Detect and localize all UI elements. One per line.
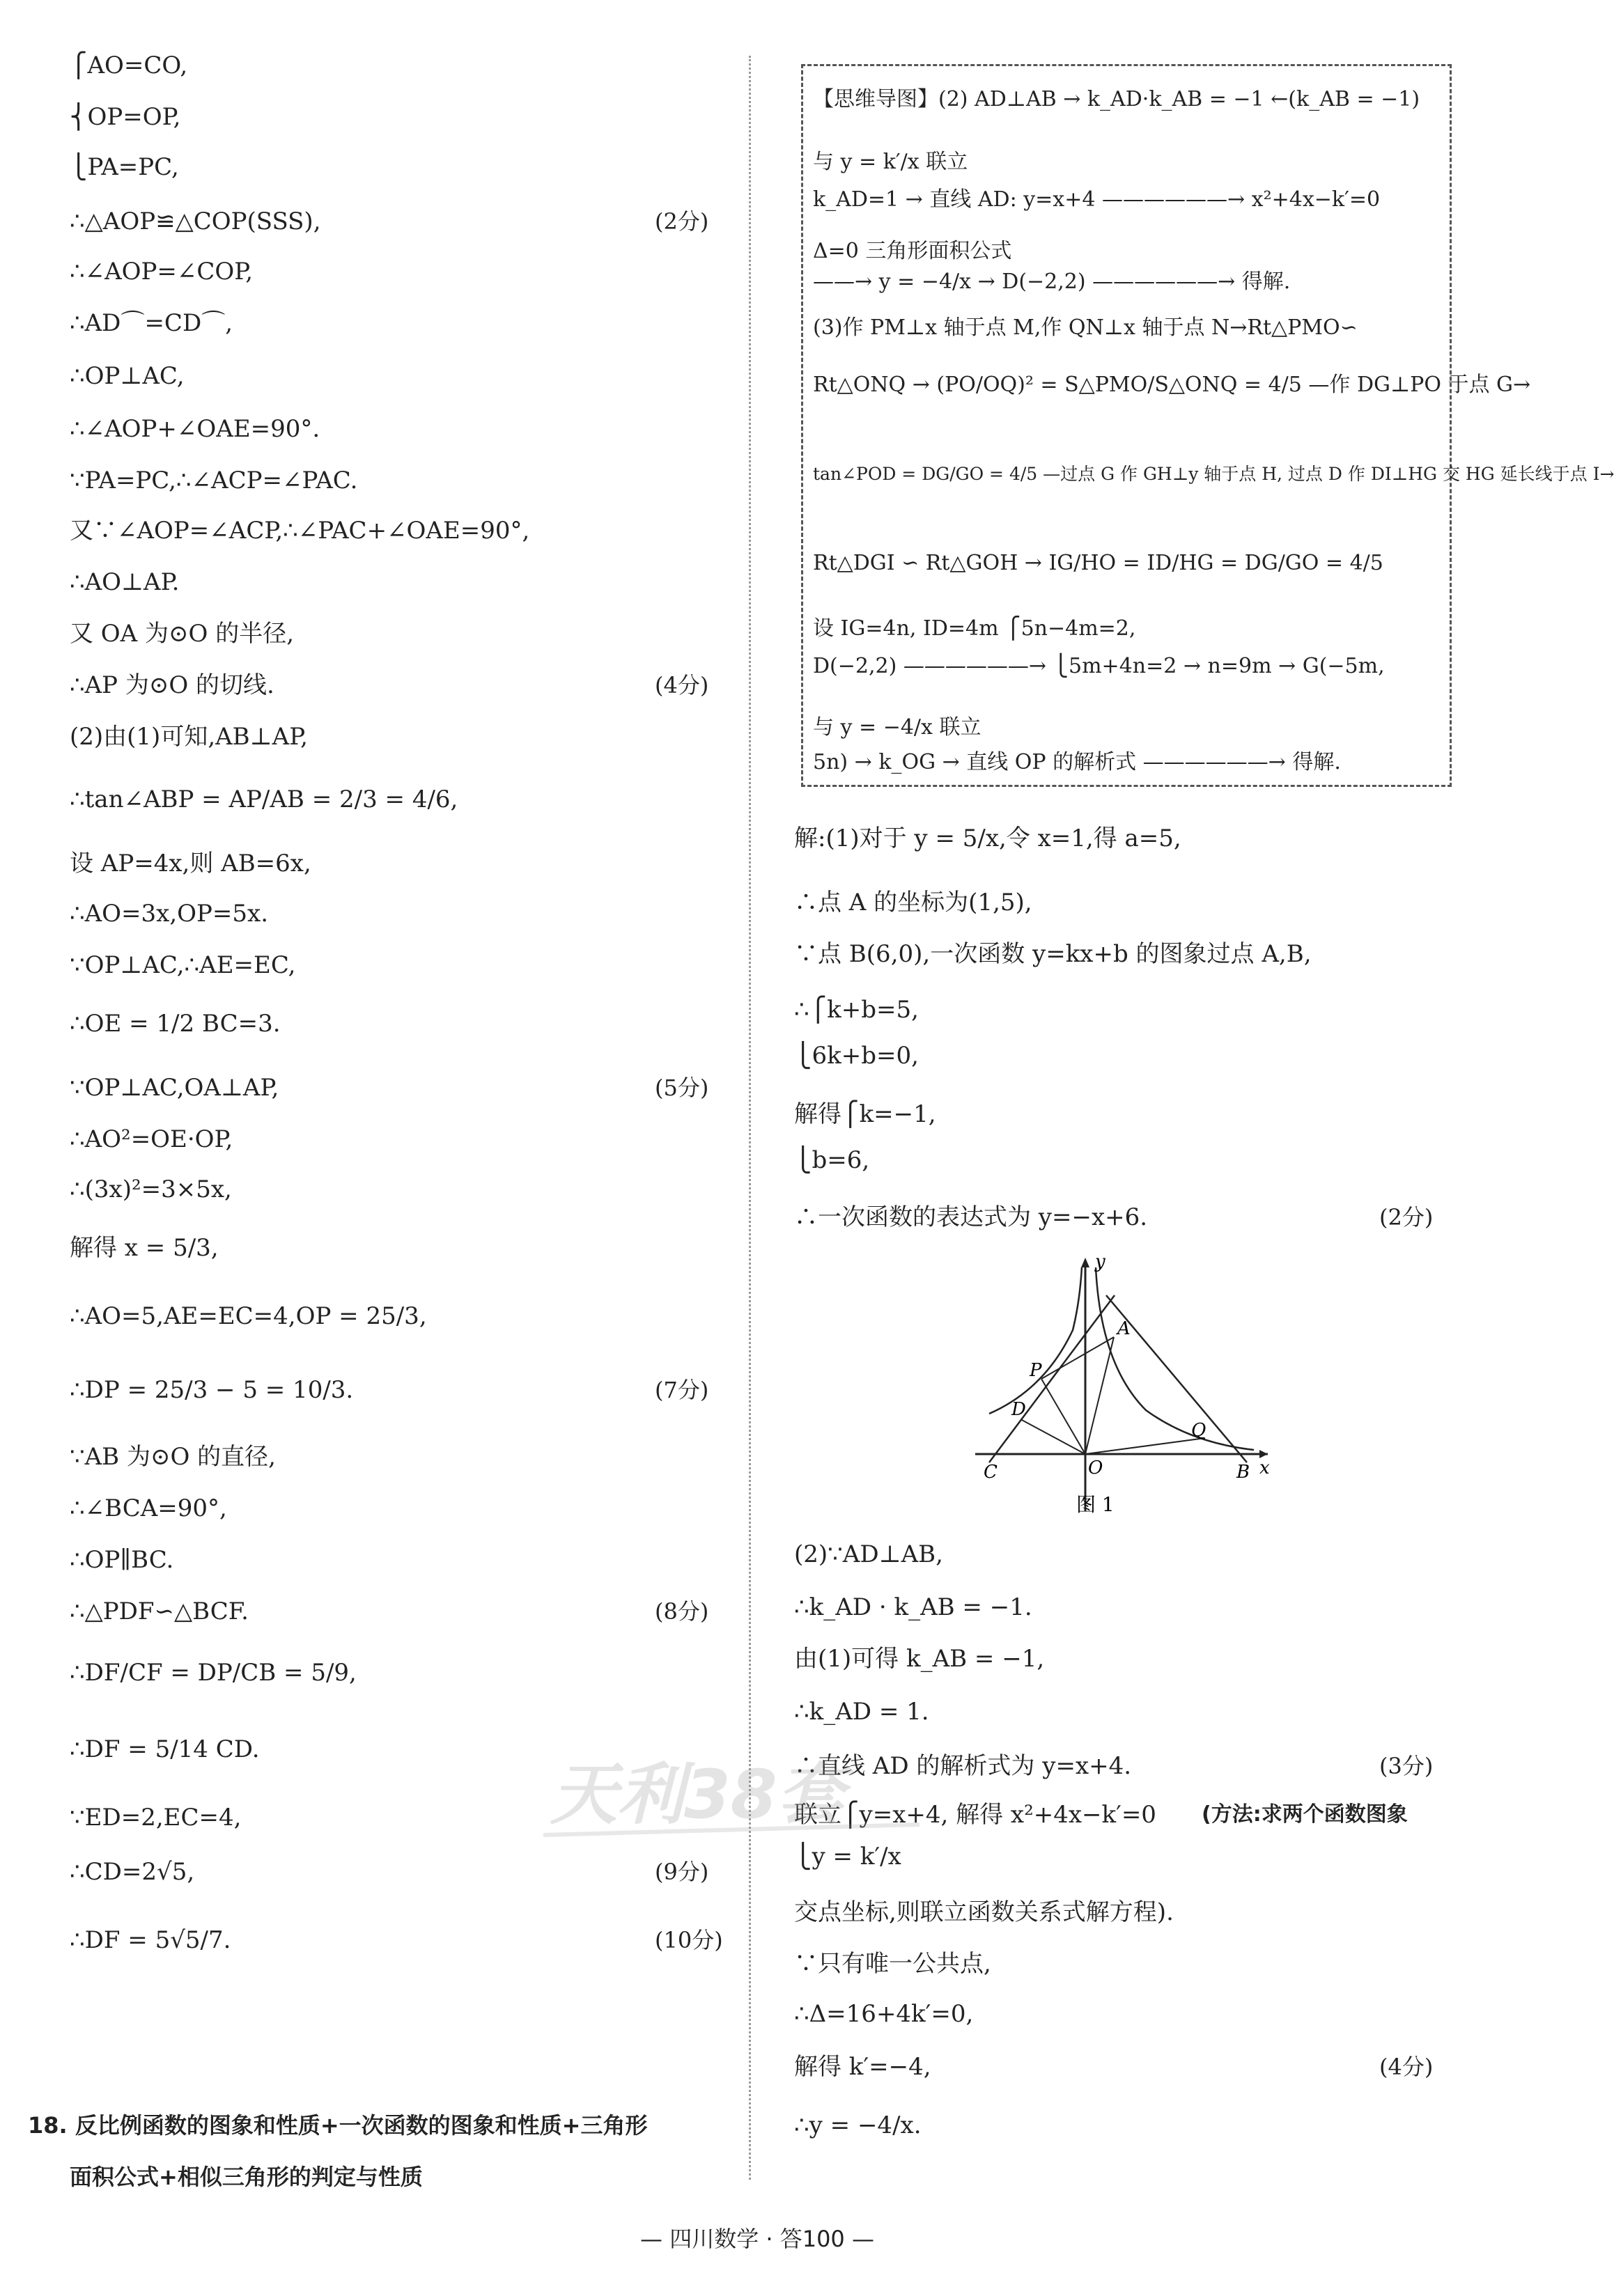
function-graph-figure: [968, 1251, 1275, 1518]
text-line: ∴DF = 5√5/7.: [70, 1926, 231, 1954]
label-d: D: [1011, 1399, 1026, 1420]
text-line: ∴DF/CF = DP/CB = 5/9,: [70, 1659, 357, 1687]
text-line: ∵AB 为⊙O 的直径,: [70, 1443, 276, 1471]
figure-caption: 图 1: [1076, 1493, 1115, 1516]
question-18-topic: 18. 反比例函数的图象和性质+一次函数的图象和性质+三角形: [28, 2112, 648, 2139]
score-mark: (4分): [1379, 2054, 1434, 2080]
text-line: ∴∠AOP+∠OAE=90°.: [70, 415, 320, 443]
svg-text:天利38套: 天利38套: [550, 1756, 844, 1834]
mindmap-line: Rt△DGI ∽ Rt△GOH → IG/HO = ID/HG = DG/GO = 4/5: [813, 551, 1383, 575]
text-line: ∴CD=2√5,: [70, 1858, 195, 1886]
score-mark: (9分): [655, 1859, 709, 1885]
text-line: ∴DF = 5/14 CD.: [70, 1735, 260, 1763]
text-line: ⎩PA=PC,: [70, 153, 179, 181]
text-line: ∴△PDF∽△BCF.: [70, 1598, 249, 1625]
text-line: ∴Δ=16+4k′=0,: [794, 2000, 974, 2028]
mindmap-line: 与 y = k′/x 联立: [813, 150, 968, 174]
text-line: 解:(1)对于 y = 5/x,令 x=1,得 a=5,: [794, 825, 1181, 852]
mindmap-line: ——→ y = −4/x → D(−2,2) ——————→ 得解.: [813, 270, 1291, 294]
mindmap-line: 与 y = −4/x 联立: [813, 715, 981, 740]
method-note: (方法:求两个函数图象: [1202, 1802, 1408, 1827]
text-line: 解得⎧k=−1,: [794, 1100, 936, 1128]
text-line: ∴AO=5,AE=EC=4,OP = 25/3,: [70, 1302, 427, 1330]
line-ad: [989, 1295, 1115, 1462]
score-mark: (3分): [1379, 1753, 1434, 1779]
text-line: 解得 k′=−4,: [794, 2053, 931, 2081]
label-q: Q: [1191, 1420, 1206, 1441]
text-line: ∴(3x)²=3×5x,: [70, 1176, 232, 1203]
text-line: 又 OA 为⊙O 的半径,: [70, 620, 295, 648]
text-line: ⎩y = k′/x: [794, 1843, 901, 1871]
text-line: ∵PA=PC,∴∠ACP=∠PAC.: [70, 467, 358, 494]
mindmap-line: Δ=0 三角形面积公式: [813, 239, 1012, 263]
score-mark: (10分): [655, 1927, 723, 1953]
text-line: ∴⎧k+b=5,: [794, 996, 919, 1024]
mindmap-line: 【思维导图】(2) AD⊥AB → k_AD·k_AB = −1 ←(k_AB = −1): [813, 87, 1420, 111]
label-a: A: [1117, 1318, 1131, 1339]
text-line: ∴AO⊥AP.: [70, 568, 180, 596]
score-mark: (5分): [655, 1075, 709, 1101]
text-line: ⎩6k+b=0,: [794, 1042, 919, 1070]
mindmap-line: Rt△ONQ → (PO/OQ)² = S△PMO/S△ONQ = 4/5 —作 DG⊥PO 于点 G→: [813, 373, 1531, 397]
score-mark: (7分): [655, 1377, 709, 1403]
text-line: ∵ED=2,EC=4,: [70, 1804, 242, 1832]
text-line: ∴tan∠ABP = AP/AB = 2/3 = 4/6,: [70, 786, 458, 813]
question-18-topic-cont: 面积公式+相似三角形的判定与性质: [70, 2164, 423, 2190]
text-line: ∴∠AOP=∠COP,: [70, 258, 254, 286]
mindmap-line: k_AD=1 → 直线 AD: y=x+4 ——————→ x²+4x−k′=0: [813, 187, 1381, 212]
text-line: (2)由(1)可知,AB⊥AP,: [70, 723, 308, 751]
mind-map-box: [801, 64, 1614, 787]
text-line: ∴y = −4/x.: [794, 2111, 922, 2139]
text-line: ∴AO=3x,OP=5x.: [70, 900, 269, 928]
text-line: ∴OP⊥AC,: [70, 362, 185, 390]
text-line: (2)∵AD⊥AB,: [794, 1540, 943, 1568]
text-line: ∴直线 AD 的解析式为 y=x+4.: [794, 1752, 1132, 1780]
text-line: 又∵∠AOP=∠ACP,∴∠PAC+∠OAE=90°,: [70, 517, 530, 545]
text-line: ∴∠BCA=90°,: [70, 1494, 227, 1522]
mindmap-line: D(−2,2) ——————→ ⎩5m+4n=2 → n=9m → G(−5m,: [813, 654, 1385, 678]
segment-oq: [1085, 1438, 1205, 1454]
text-line: ∴k_AD · k_AB = −1.: [794, 1593, 1032, 1621]
hyperbola-right-branch: [1096, 1267, 1254, 1450]
text-line: ∴DP = 25/3 − 5 = 10/3.: [70, 1376, 354, 1404]
mindmap-line: tan∠POD = DG/GO = 4/5 —过点 G 作 GH⊥y 轴于点 H, 过点 D 作 DI⊥HG 交 HG 延长线于点 I→: [813, 464, 1614, 484]
text-line: ∴AO²=OE·OP,: [70, 1125, 233, 1153]
label-c: C: [984, 1462, 998, 1483]
text-line: ∴△AOP≌△COP(SSS),: [70, 208, 321, 235]
text-line: ∴k_AD = 1.: [794, 1698, 929, 1726]
text-line: ⎩b=6,: [794, 1146, 870, 1174]
text-line: 设 AP=4x,则 AB=6x,: [70, 850, 311, 877]
text-line: ∴AP 为⊙O 的切线.: [70, 671, 274, 699]
text-line: ∵OP⊥AC,∴AE=EC,: [70, 951, 296, 979]
y-axis-arrow: [1081, 1258, 1089, 1267]
label-x: x: [1259, 1458, 1270, 1478]
publisher-watermark-logo: [543, 1741, 933, 1859]
text-line: ∴AD⌒=CD⌒,: [70, 309, 233, 337]
segment-oa: [1085, 1337, 1114, 1454]
score-mark: (8分): [655, 1598, 709, 1625]
hyperbola-left-branch: [989, 1267, 1082, 1414]
text-line: ⎨OP=OP,: [70, 103, 181, 131]
text-line: 联立⎧y=x+4, 解得 x²+4x−k′=0: [794, 1801, 1156, 1829]
text-line: ∴一次函数的表达式为 y=−x+6.: [794, 1203, 1148, 1231]
text-line: ∴点 A 的坐标为(1,5),: [794, 889, 1032, 916]
text-line: ⎧AO=CO,: [70, 52, 188, 79]
text-line: ∴OE = 1/2 BC=3.: [70, 1010, 281, 1038]
column-divider: [749, 56, 751, 2180]
label-y: y: [1095, 1251, 1105, 1272]
score-mark: (2分): [655, 208, 709, 235]
score-mark: (4分): [655, 672, 709, 698]
page-footer: — 四川数学 · 答100 —: [640, 2226, 874, 2252]
label-p: P: [1030, 1360, 1042, 1381]
mindmap-line: 设 IG=4n, ID=4m ⎧5n−4m=2,: [813, 616, 1136, 641]
text-line: ∵点 B(6,0),一次函数 y=kx+b 的图象过点 A,B,: [794, 940, 1312, 968]
mindmap-line: 5n) → k_OG → 直线 OP 的解析式 ——————→ 得解.: [813, 750, 1341, 774]
text-line: 解得 x = 5/3,: [70, 1234, 219, 1262]
text-line: 由(1)可得 k_AB = −1,: [794, 1645, 1045, 1673]
text-line: 交点坐标,则联立函数关系式解方程).: [794, 1898, 1174, 1926]
score-mark: (2分): [1379, 1204, 1434, 1231]
text-line: ∵只有唯一公共点,: [794, 1950, 991, 1978]
label-o: O: [1088, 1458, 1103, 1478]
text-line: ∵OP⊥AC,OA⊥AP,: [70, 1074, 279, 1102]
label-b: B: [1236, 1462, 1250, 1483]
mindmap-line: (3)作 PM⊥x 轴于点 M,作 QN⊥x 轴于点 N→Rt△PMO∽: [813, 315, 1358, 340]
text-line: ∴OP∥BC.: [70, 1546, 174, 1574]
